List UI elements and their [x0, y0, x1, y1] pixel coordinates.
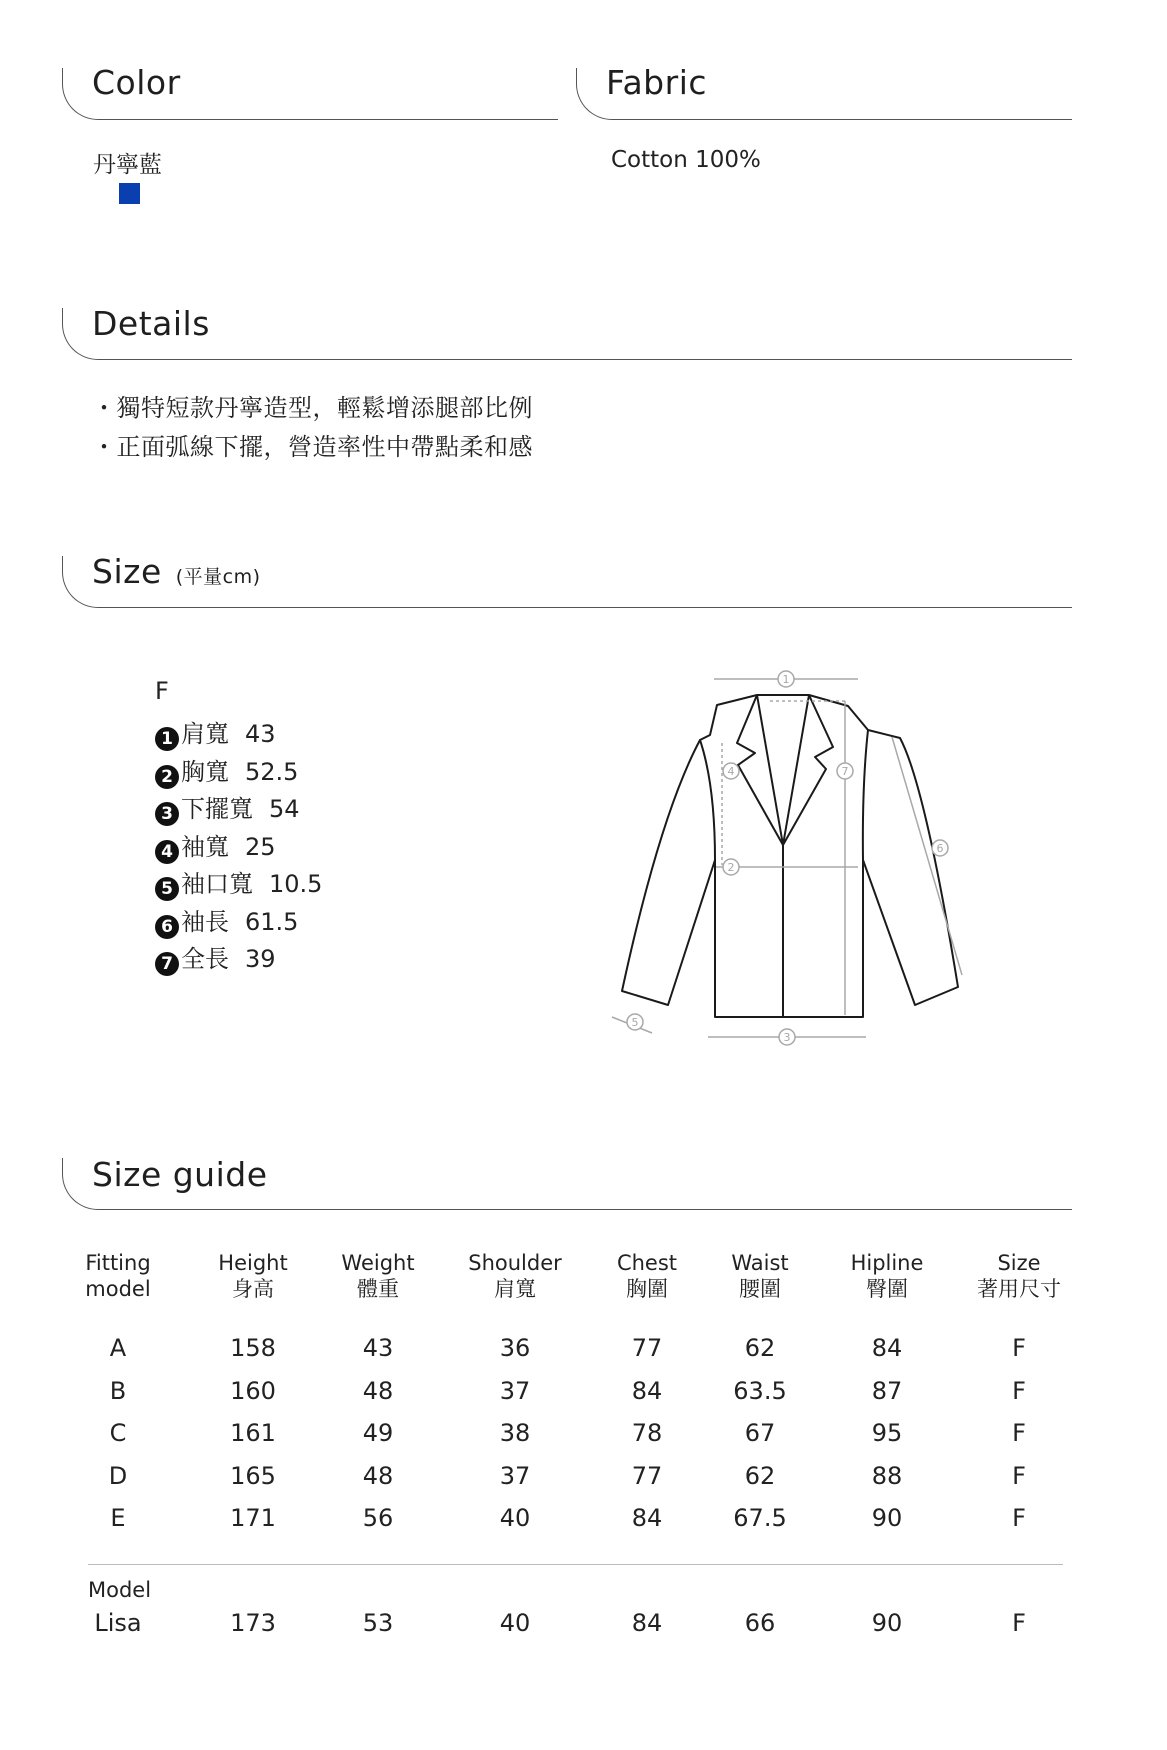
spec-label: 袖寬 [181, 832, 229, 861]
table-header-en: Chest [616, 1251, 678, 1275]
table-cell: 95 [871, 1419, 903, 1447]
size-section-header [62, 552, 1072, 608]
spec-number-badge: 4 [155, 840, 179, 864]
model-row-cell: 66 [744, 1609, 776, 1637]
table-cell: F [1012, 1419, 1026, 1447]
table-header [455, 1250, 575, 1302]
jacket-body-outline [622, 695, 958, 1017]
table-header-en: Weight [341, 1251, 415, 1275]
table-cell: 49 [362, 1419, 394, 1447]
spec-item [155, 789, 300, 826]
table-cell: 40 [499, 1504, 531, 1532]
size-unit-note: (平量cm) [175, 566, 261, 588]
measure-lines [612, 679, 962, 1037]
table-header [827, 1250, 947, 1302]
details-title: Details [92, 304, 210, 343]
model-row-cell: Lisa [94, 1609, 142, 1637]
header-rule [615, 119, 1072, 120]
size-title [92, 552, 261, 591]
collar [757, 695, 809, 845]
table-cell: 160 [230, 1376, 276, 1405]
detail-item: ・正面弧線下擺，營造率性中帶點柔和感 [92, 433, 533, 461]
size-guide-section-header [62, 1155, 1072, 1210]
table-header-en: Size [997, 1251, 1041, 1275]
spec-value: 25 [245, 832, 276, 861]
table-header [318, 1250, 438, 1302]
header-rule [101, 359, 1072, 360]
spec-number-badge: 3 [155, 802, 179, 826]
details-section-header [62, 304, 1072, 360]
table-cell: 77 [631, 1334, 663, 1362]
table-header-en: Height [218, 1251, 288, 1275]
fabric-section-header [576, 63, 1072, 120]
model-row-cell: 40 [499, 1609, 531, 1637]
table-cell: 43 [362, 1334, 394, 1362]
table-cell: 37 [499, 1376, 531, 1405]
right-lapel [783, 695, 833, 845]
table-cell: C [109, 1419, 127, 1447]
table-cell: 56 [362, 1504, 394, 1532]
table-header-en: Fitting [85, 1251, 151, 1275]
color-name: 丹寧藍 [93, 152, 162, 178]
spec-number-badge: 5 [155, 877, 179, 901]
spec-item [155, 939, 276, 976]
table-cell: 62 [744, 1334, 776, 1362]
table-cell: 37 [499, 1461, 531, 1490]
diagram-marker-label: 6 [936, 842, 944, 855]
model-row-cell: F [1012, 1609, 1026, 1637]
spec-label: 袖長 [181, 907, 229, 936]
table-header [700, 1250, 820, 1302]
model-label: Model [88, 1578, 152, 1602]
table-header-en: Shoulder [468, 1251, 562, 1275]
spec-number-badge: 7 [155, 952, 179, 976]
table-header-zh: 身高 [232, 1277, 274, 1301]
spec-item [155, 902, 298, 939]
table-cell: F [1012, 1461, 1026, 1490]
table-header [58, 1250, 178, 1302]
table-header [959, 1250, 1079, 1302]
spec-number-badge: 1 [155, 727, 179, 751]
table-cell: 87 [871, 1376, 903, 1405]
table-header-zh: 著用尺寸 [977, 1277, 1061, 1301]
table-cell: 63.5 [733, 1376, 787, 1405]
table-cell: F [1012, 1376, 1026, 1405]
table-cell: A [109, 1334, 127, 1362]
table-cell: 90 [871, 1504, 903, 1532]
table-cell: F [1012, 1334, 1026, 1362]
size-label: F [155, 677, 169, 705]
table-cell: F [1012, 1504, 1026, 1532]
spec-label: 肩寬 [181, 720, 229, 748]
table-cell: 84 [871, 1334, 903, 1362]
table-cell: 165 [230, 1461, 276, 1490]
spec-item [155, 752, 298, 789]
table-cell: 67 [744, 1419, 776, 1447]
spec-label: 全長 [181, 945, 229, 973]
spec-item [155, 714, 276, 751]
table-cell: 171 [230, 1504, 276, 1532]
diagram-marker-label: 2 [727, 861, 735, 874]
diagram-marker-label: 5 [631, 1016, 639, 1029]
header-rule [101, 1209, 1072, 1210]
table-cell: 88 [871, 1461, 903, 1490]
spec-value: 54 [269, 795, 300, 823]
spec-label: 胸寬 [181, 757, 229, 786]
size-title-text: Size [92, 552, 162, 591]
table-cell: 48 [362, 1376, 394, 1405]
spec-item [155, 864, 322, 901]
spec-value: 39 [245, 945, 276, 973]
size-guide-title: Size guide [92, 1155, 268, 1194]
spec-value: 10.5 [269, 870, 323, 898]
diagram-marker-label: 7 [841, 765, 849, 778]
table-cell: B [109, 1376, 127, 1405]
table-header-zh: model [85, 1277, 151, 1301]
table-cell: 78 [631, 1419, 663, 1447]
table-cell: 36 [499, 1334, 531, 1362]
left-sleeve-seam [700, 740, 715, 860]
table-header [193, 1250, 313, 1302]
fabric-composition: Cotton 100% [611, 147, 761, 173]
diagram-marker-label: 3 [783, 1031, 791, 1044]
diagram-marker-label: 1 [782, 673, 790, 686]
right-sleeve-seam [863, 730, 868, 860]
spec-value: 43 [245, 720, 276, 748]
table-header-zh: 肩寬 [494, 1277, 536, 1301]
spec-label: 下擺寬 [181, 795, 253, 823]
table-cell: 67.5 [733, 1504, 787, 1532]
model-row-cell: 173 [230, 1609, 276, 1637]
header-rule [101, 607, 1072, 608]
table-header-zh: 腰圍 [739, 1277, 781, 1301]
table-cell: 84 [631, 1376, 663, 1405]
model-row-cell: 84 [631, 1609, 663, 1637]
table-header-en: Waist [731, 1251, 789, 1275]
table-cell: E [110, 1504, 126, 1532]
model-row-cell: 90 [871, 1609, 903, 1637]
model-row-cell: 53 [362, 1609, 394, 1637]
table-divider [88, 1564, 1063, 1565]
table-cell: 62 [744, 1461, 776, 1490]
table-cell: 158 [230, 1334, 276, 1362]
table-header-zh: 胸圍 [626, 1277, 668, 1301]
header-rule [101, 119, 558, 120]
table-header-en: Hipline [850, 1251, 924, 1275]
color-swatch [119, 183, 140, 204]
spec-value: 61.5 [245, 907, 299, 936]
diagram-marker-label: 4 [727, 765, 735, 778]
table-cell: D [108, 1461, 128, 1490]
spec-number-badge: 6 [155, 915, 179, 939]
table-cell: 77 [631, 1461, 663, 1490]
spec-value: 52.5 [245, 757, 299, 786]
detail-item: ・獨特短款丹寧造型，輕鬆增添腿部比例 [92, 394, 533, 422]
spec-item [155, 827, 276, 864]
color-title: Color [92, 63, 181, 102]
table-cell: 84 [631, 1504, 663, 1532]
table-header-zh: 體重 [357, 1277, 399, 1301]
spec-label: 袖口寬 [181, 870, 253, 898]
table-header-zh: 臀圍 [866, 1277, 908, 1301]
jacket-diagram [600, 665, 1020, 1065]
table-cell: 48 [362, 1461, 394, 1490]
table-header [587, 1250, 707, 1302]
table-cell: 38 [499, 1419, 531, 1447]
table-cell: 161 [230, 1419, 276, 1447]
fabric-title: Fabric [606, 63, 708, 102]
spec-number-badge: 2 [155, 765, 179, 789]
color-section-header [62, 63, 558, 120]
